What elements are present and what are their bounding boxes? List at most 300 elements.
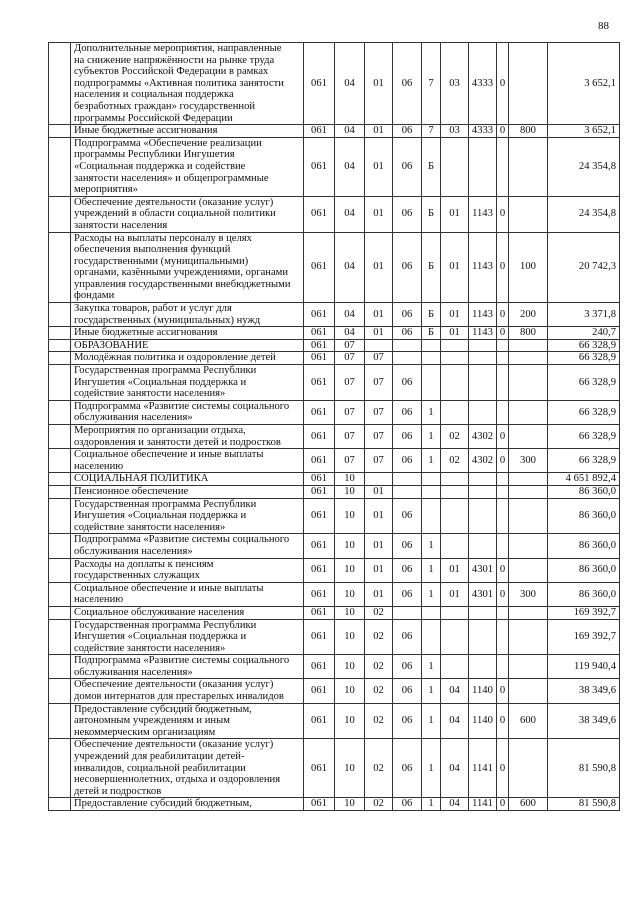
expense-type-code	[509, 137, 548, 196]
direction-code: 1141	[469, 798, 497, 811]
direction-suffix	[497, 534, 509, 558]
row-index-cell	[49, 137, 71, 196]
direction-code	[469, 534, 497, 558]
subprogram-code: 1	[422, 679, 441, 703]
subprogram-code: 1	[422, 739, 441, 798]
row-index-cell	[49, 327, 71, 340]
ministry-code: 061	[304, 703, 335, 739]
activity-code	[441, 606, 469, 619]
ministry-code: 061	[304, 43, 335, 125]
ministry-code: 061	[304, 679, 335, 703]
ministry-code: 061	[304, 534, 335, 558]
program-code: 06	[393, 619, 422, 655]
ministry-code: 061	[304, 558, 335, 582]
section-code: 04	[335, 327, 365, 340]
direction-suffix: 0	[497, 125, 509, 138]
expense-type-code: 600	[509, 703, 548, 739]
direction-code	[469, 485, 497, 498]
direction-code	[469, 606, 497, 619]
activity-code: 03	[441, 43, 469, 125]
subprogram-code: 1	[422, 425, 441, 449]
activity-code: 01	[441, 558, 469, 582]
row-description: Подпрограмма «Развитие системы социального обслуживания населения»	[71, 400, 304, 424]
amount: 66 328,9	[548, 365, 620, 401]
direction-code: 4333	[469, 125, 497, 138]
direction-code	[469, 473, 497, 486]
amount: 66 328,9	[548, 400, 620, 424]
row-index-cell	[49, 679, 71, 703]
expense-type-code: 800	[509, 125, 548, 138]
subsection-code: 01	[365, 582, 393, 606]
direction-suffix	[497, 365, 509, 401]
amount: 86 360,0	[548, 558, 620, 582]
subprogram-code: Б	[422, 137, 441, 196]
expense-type-code	[509, 473, 548, 486]
activity-code	[441, 365, 469, 401]
amount: 169 392,7	[548, 619, 620, 655]
direction-code	[469, 498, 497, 534]
ministry-code: 061	[304, 739, 335, 798]
activity-code	[441, 339, 469, 352]
row-description: СОЦИАЛЬНАЯ ПОЛИТИКА	[71, 473, 304, 486]
expense-type-code	[509, 365, 548, 401]
amount: 169 392,7	[548, 606, 620, 619]
program-code	[393, 339, 422, 352]
table-row	[49, 473, 620, 486]
subsection-code: 07	[365, 400, 393, 424]
program-code: 06	[393, 125, 422, 138]
amount: 66 328,9	[548, 339, 620, 352]
amount: 86 360,0	[548, 582, 620, 606]
row-description: Расходы на доплаты к пенсиям государственных служащих	[71, 558, 304, 582]
row-description: Социальное обслуживание населения	[71, 606, 304, 619]
direction-code: 1143	[469, 196, 497, 232]
direction-suffix: 0	[497, 679, 509, 703]
direction-suffix: 0	[497, 425, 509, 449]
subsection-code: 01	[365, 137, 393, 196]
row-description: Социальное обеспечение и иные выплаты населению	[71, 582, 304, 606]
row-index-cell	[49, 582, 71, 606]
direction-suffix: 0	[497, 327, 509, 340]
ministry-code: 061	[304, 232, 335, 303]
direction-suffix: 0	[497, 196, 509, 232]
row-index-cell	[49, 303, 71, 327]
ministry-code: 061	[304, 400, 335, 424]
direction-suffix	[497, 619, 509, 655]
subprogram-code: 1	[422, 798, 441, 811]
table-row	[49, 327, 620, 340]
activity-code: 01	[441, 196, 469, 232]
activity-code: 04	[441, 703, 469, 739]
subprogram-code	[422, 606, 441, 619]
row-description: Иные бюджетные ассигнования	[71, 327, 304, 340]
subprogram-code	[422, 619, 441, 655]
table-row	[49, 485, 620, 498]
subsection-code: 02	[365, 798, 393, 811]
direction-code: 1140	[469, 679, 497, 703]
program-code: 06	[393, 232, 422, 303]
amount: 86 360,0	[548, 534, 620, 558]
amount: 4 651 892,4	[548, 473, 620, 486]
section-code: 10	[335, 703, 365, 739]
program-code	[393, 352, 422, 365]
row-index-cell	[49, 232, 71, 303]
direction-code	[469, 400, 497, 424]
activity-code	[441, 137, 469, 196]
table-row	[49, 679, 620, 703]
expense-type-code: 300	[509, 582, 548, 606]
table-row	[49, 137, 620, 196]
row-description: Подпрограмма «Развитие системы социального обслуживания населения»	[71, 655, 304, 679]
ministry-code: 061	[304, 619, 335, 655]
activity-code: 01	[441, 303, 469, 327]
table-row	[49, 365, 620, 401]
row-description: Обеспечение деятельности (оказания услуг) домов интернатов для престарелых инвалидов	[71, 679, 304, 703]
program-code: 06	[393, 400, 422, 424]
ministry-code: 061	[304, 327, 335, 340]
expense-type-code	[509, 679, 548, 703]
direction-suffix: 0	[497, 703, 509, 739]
section-code: 07	[335, 425, 365, 449]
section-code: 10	[335, 582, 365, 606]
direction-suffix	[497, 606, 509, 619]
activity-code: 01	[441, 232, 469, 303]
subsection-code: 02	[365, 655, 393, 679]
expense-type-code	[509, 196, 548, 232]
expense-type-code	[509, 739, 548, 798]
section-code: 10	[335, 739, 365, 798]
section-code: 10	[335, 798, 365, 811]
subsection-code	[365, 473, 393, 486]
direction-code: 4302	[469, 425, 497, 449]
table-body	[49, 43, 620, 811]
subprogram-code: Б	[422, 196, 441, 232]
section-code: 10	[335, 485, 365, 498]
program-code: 06	[393, 449, 422, 473]
expense-type-code	[509, 485, 548, 498]
program-code: 06	[393, 303, 422, 327]
table-row	[49, 400, 620, 424]
row-index-cell	[49, 43, 71, 125]
section-code: 07	[335, 400, 365, 424]
table-row	[49, 449, 620, 473]
subsection-code: 01	[365, 485, 393, 498]
subprogram-code	[422, 365, 441, 401]
activity-code	[441, 473, 469, 486]
subsection-code: 01	[365, 196, 393, 232]
activity-code: 04	[441, 739, 469, 798]
direction-code: 1143	[469, 327, 497, 340]
row-description: Иные бюджетные ассигнования	[71, 125, 304, 138]
table-row	[49, 43, 620, 125]
amount: 3 371,8	[548, 303, 620, 327]
budget-table	[48, 42, 620, 811]
direction-suffix: 0	[497, 582, 509, 606]
activity-code	[441, 655, 469, 679]
direction-code: 4301	[469, 582, 497, 606]
direction-code: 1143	[469, 232, 497, 303]
activity-code: 04	[441, 679, 469, 703]
direction-suffix: 0	[497, 739, 509, 798]
direction-suffix: 0	[497, 232, 509, 303]
ministry-code: 061	[304, 473, 335, 486]
expense-type-code	[509, 498, 548, 534]
program-code: 06	[393, 798, 422, 811]
activity-code: 01	[441, 582, 469, 606]
row-index-cell	[49, 606, 71, 619]
row-index-cell	[49, 798, 71, 811]
subprogram-code: 7	[422, 125, 441, 138]
row-index-cell	[49, 449, 71, 473]
row-index-cell	[49, 558, 71, 582]
ministry-code: 061	[304, 485, 335, 498]
ministry-code: 061	[304, 798, 335, 811]
row-description: Расходы на выплаты персоналу в целях обеспечения выполнения функций государственными (муниципальными) органами, казёнными учреждениями, органами управления государственными внебюджетными фондами	[71, 232, 304, 303]
program-code: 06	[393, 365, 422, 401]
subsection-code: 02	[365, 606, 393, 619]
row-description: Закупка товаров, работ и услуг для государственных (муниципальных) нужд	[71, 303, 304, 327]
ministry-code: 061	[304, 425, 335, 449]
direction-code	[469, 137, 497, 196]
subsection-code: 01	[365, 558, 393, 582]
section-code: 07	[335, 365, 365, 401]
ministry-code: 061	[304, 498, 335, 534]
direction-code	[469, 365, 497, 401]
subprogram-code: 1	[422, 558, 441, 582]
direction-code: 4302	[469, 449, 497, 473]
table-row	[49, 619, 620, 655]
ministry-code: 061	[304, 365, 335, 401]
row-index-cell	[49, 196, 71, 232]
row-index-cell	[49, 473, 71, 486]
amount: 38 349,6	[548, 703, 620, 739]
amount: 66 328,9	[548, 352, 620, 365]
direction-code	[469, 619, 497, 655]
subprogram-code	[422, 473, 441, 486]
expense-type-code	[509, 43, 548, 125]
amount: 66 328,9	[548, 449, 620, 473]
row-index-cell	[49, 739, 71, 798]
row-index-cell	[49, 485, 71, 498]
subsection-code: 07	[365, 365, 393, 401]
subprogram-code: 1	[422, 449, 441, 473]
table-row	[49, 606, 620, 619]
section-code: 04	[335, 125, 365, 138]
subsection-code: 02	[365, 703, 393, 739]
expense-type-code	[509, 655, 548, 679]
row-description: Обеспечение деятельности (оказание услуг) учреждений для реабилитации детей- инвалидов, социальной реабилитации несовершеннолетних, отдыха и оздоровления детей и подростков	[71, 739, 304, 798]
amount: 66 328,9	[548, 425, 620, 449]
amount: 86 360,0	[548, 485, 620, 498]
subsection-code: 01	[365, 232, 393, 303]
ministry-code: 061	[304, 352, 335, 365]
row-description: ОБРАЗОВАНИЕ	[71, 339, 304, 352]
table-row	[49, 798, 620, 811]
direction-suffix	[497, 400, 509, 424]
page-number: 88	[598, 20, 609, 32]
subprogram-code	[422, 498, 441, 534]
activity-code	[441, 400, 469, 424]
row-description: Государственная программа Республики Ингушетия «Социальная поддержка и содействие занятости населения»	[71, 498, 304, 534]
activity-code	[441, 534, 469, 558]
section-code: 07	[335, 352, 365, 365]
program-code: 06	[393, 327, 422, 340]
program-code: 06	[393, 196, 422, 232]
program-code: 06	[393, 425, 422, 449]
direction-code: 1143	[469, 303, 497, 327]
program-code: 06	[393, 703, 422, 739]
section-code: 10	[335, 498, 365, 534]
table-row	[49, 739, 620, 798]
table-row	[49, 425, 620, 449]
expense-type-code	[509, 534, 548, 558]
subprogram-code: 1	[422, 534, 441, 558]
table-row	[49, 534, 620, 558]
subprogram-code: 1	[422, 703, 441, 739]
direction-suffix: 0	[497, 449, 509, 473]
direction-suffix: 0	[497, 558, 509, 582]
subsection-code: 07	[365, 425, 393, 449]
direction-code: 1141	[469, 739, 497, 798]
activity-code: 03	[441, 125, 469, 138]
subprogram-code: 1	[422, 655, 441, 679]
amount: 81 590,8	[548, 798, 620, 811]
amount: 119 940,4	[548, 655, 620, 679]
ministry-code: 061	[304, 655, 335, 679]
subsection-code: 01	[365, 498, 393, 534]
row-index-cell	[49, 703, 71, 739]
program-code: 06	[393, 582, 422, 606]
amount: 3 652,1	[548, 43, 620, 125]
subsection-code: 02	[365, 619, 393, 655]
ministry-code: 061	[304, 303, 335, 327]
expense-type-code: 600	[509, 798, 548, 811]
expense-type-code: 100	[509, 232, 548, 303]
section-code: 04	[335, 137, 365, 196]
amount: 24 354,8	[548, 137, 620, 196]
program-code: 06	[393, 655, 422, 679]
expense-type-code: 200	[509, 303, 548, 327]
activity-code	[441, 498, 469, 534]
program-code: 06	[393, 739, 422, 798]
section-code: 04	[335, 303, 365, 327]
table-row	[49, 655, 620, 679]
table-row	[49, 303, 620, 327]
section-code: 07	[335, 449, 365, 473]
expense-type-code	[509, 606, 548, 619]
section-code: 04	[335, 196, 365, 232]
section-code: 04	[335, 43, 365, 125]
subsection-code: 07	[365, 352, 393, 365]
subprogram-code	[422, 352, 441, 365]
ministry-code: 061	[304, 137, 335, 196]
row-description: Предоставление субсидий бюджетным,	[71, 798, 304, 811]
row-description: Государственная программа Республики Ингушетия «Социальная поддержка и содействие занятости населения»	[71, 619, 304, 655]
row-description: Мероприятия по организации отдыха, оздоровления и занятости детей и подростков	[71, 425, 304, 449]
direction-suffix	[497, 137, 509, 196]
section-code: 10	[335, 558, 365, 582]
program-code	[393, 606, 422, 619]
subprogram-code: Б	[422, 303, 441, 327]
direction-suffix	[497, 473, 509, 486]
row-description: Дополнительные мероприятия, направленные на снижение напряжённости на рынке труда субъектов Российской Федерации в рамках подпрограммы «Активная политика занятости населения и социальная поддержка безработных граждан» государственной программы Российской Федерации	[71, 43, 304, 125]
expense-type-code	[509, 619, 548, 655]
table-row	[49, 558, 620, 582]
amount: 240,7	[548, 327, 620, 340]
row-description: Пенсионное обеспечение	[71, 485, 304, 498]
subsection-code: 01	[365, 43, 393, 125]
table-row	[49, 196, 620, 232]
direction-code: 4333	[469, 43, 497, 125]
row-index-cell	[49, 125, 71, 138]
row-description: Социальное обеспечение и иные выплаты населению	[71, 449, 304, 473]
section-code: 10	[335, 679, 365, 703]
expense-type-code	[509, 352, 548, 365]
ministry-code: 061	[304, 196, 335, 232]
row-index-cell	[49, 534, 71, 558]
direction-code	[469, 655, 497, 679]
activity-code: 04	[441, 798, 469, 811]
ministry-code: 061	[304, 125, 335, 138]
row-description: Подпрограмма «Обеспечение реализации программы Республики Ингушетия «Социальная поддержка и содействие занятости населения» и общепрограммные мероприятия»	[71, 137, 304, 196]
direction-suffix	[497, 485, 509, 498]
subsection-code: 01	[365, 534, 393, 558]
section-code: 10	[335, 619, 365, 655]
row-description: Подпрограмма «Развитие системы социального обслуживания населения»	[71, 534, 304, 558]
amount: 86 360,0	[548, 498, 620, 534]
row-index-cell	[49, 365, 71, 401]
row-index-cell	[49, 339, 71, 352]
row-index-cell	[49, 400, 71, 424]
subsection-code: 02	[365, 679, 393, 703]
expense-type-code	[509, 400, 548, 424]
section-code: 10	[335, 473, 365, 486]
table-row	[49, 352, 620, 365]
direction-code	[469, 339, 497, 352]
section-code: 04	[335, 232, 365, 303]
row-description: Обеспечение деятельности (оказание услуг) учреждений в области социальной политики занятости населения	[71, 196, 304, 232]
amount: 3 652,1	[548, 125, 620, 138]
row-description: Предоставление субсидий бюджетным, автономным учреждениям и иным некоммерческим организациям	[71, 703, 304, 739]
direction-suffix: 0	[497, 798, 509, 811]
row-index-cell	[49, 352, 71, 365]
direction-suffix	[497, 339, 509, 352]
ministry-code: 061	[304, 449, 335, 473]
subsection-code: 07	[365, 449, 393, 473]
section-code: 10	[335, 534, 365, 558]
row-description: Государственная программа Республики Ингушетия «Социальная поддержка и содействие занятости населения»	[71, 365, 304, 401]
section-code: 10	[335, 606, 365, 619]
amount: 24 354,8	[548, 196, 620, 232]
program-code: 06	[393, 558, 422, 582]
table-row	[49, 339, 620, 352]
subsection-code: 01	[365, 327, 393, 340]
program-code: 06	[393, 534, 422, 558]
direction-code: 4301	[469, 558, 497, 582]
ministry-code: 061	[304, 339, 335, 352]
table-row	[49, 232, 620, 303]
expense-type-code: 300	[509, 449, 548, 473]
activity-code: 02	[441, 425, 469, 449]
expense-type-code	[509, 558, 548, 582]
subsection-code: 01	[365, 125, 393, 138]
amount: 20 742,3	[548, 232, 620, 303]
program-code: 06	[393, 679, 422, 703]
direction-code	[469, 352, 497, 365]
row-index-cell	[49, 655, 71, 679]
subsection-code: 02	[365, 739, 393, 798]
amount: 81 590,8	[548, 739, 620, 798]
